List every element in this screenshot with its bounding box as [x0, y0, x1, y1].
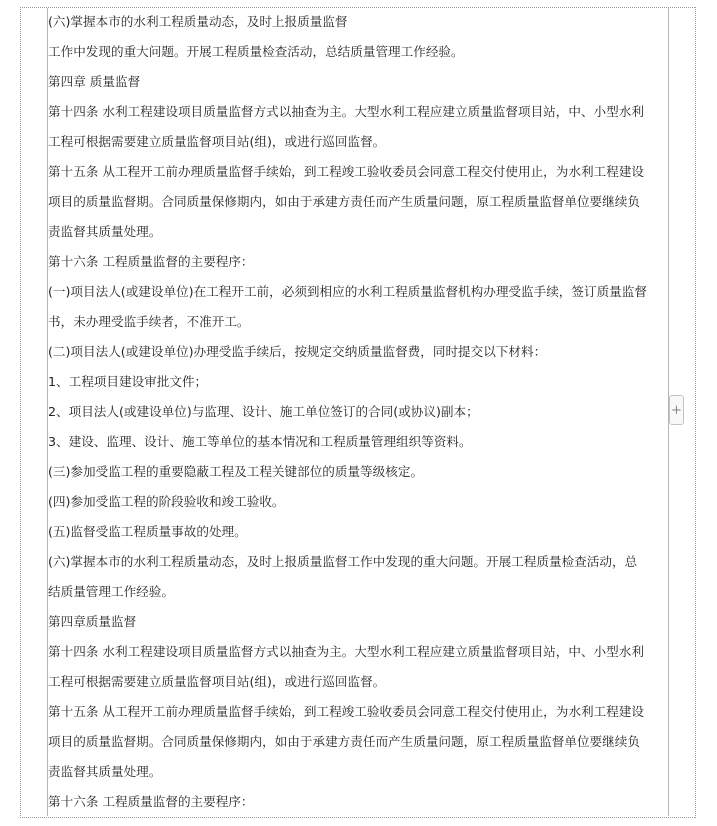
text-line: (六)掌握本市的水利工程质量动态，及时上报质量监督工作中发现的重大问题。开展工程质量检查活动，总 [48, 554, 638, 569]
text-line: 第十五条 从工程开工前办理质量监督手续始，到工程竣工验收委员会同意工程交付使用止，为水利工程建设 [48, 164, 644, 179]
text-line: 工程可根据需要建立质量监督项目站(组)，或进行巡回监督。 [48, 674, 386, 689]
text-line: 第四章质量监督 [48, 614, 137, 629]
text-line: (二)项目法人(或建设单位)办理受监手续后，按规定交纳质量监督费，同时提交以下材料： [48, 344, 547, 359]
text-line: 第十六条 工程质量监督的主要程序： [48, 254, 254, 269]
plus-icon: + [671, 402, 682, 418]
text-line: (四)参加受监工程的阶段验收和竣工验收。 [48, 494, 285, 509]
text-line: 第十四条 水利工程建设项目质量监督方式以抽查为主。大型水利工程应建立质量监督项目站，中、小型水利 [48, 644, 644, 659]
text-line: 项目的质量监督期。合同质量保修期内，如由于承建方责任而产生质量问题，原工程质量监督单位要继续负 [48, 194, 640, 209]
text-line: 3、建设、监理、设计、施工等单位的基本情况和工程质量管理组织等资料。 [48, 434, 472, 449]
text-line: (五)监督受监工程质量事故的处理。 [48, 524, 247, 539]
text-line: (六)掌握本市的水利工程质量动态，及时上报质量监督 [48, 14, 348, 29]
margin-guide-bottom [20, 817, 695, 818]
document-body[interactable] [48, 7, 670, 817]
text-line: 1、工程项目建设审批文件； [48, 374, 208, 389]
text-line: 责监督其质量处理。 [48, 764, 162, 779]
margin-guide-left [20, 7, 21, 818]
text-line: 第十四条 水利工程建设项目质量监督方式以抽查为主。大型水利工程应建立质量监督项目站，中、小型水利 [48, 104, 644, 119]
text-line: 工程可根据需要建立质量监督项目站(组)，或进行巡回监督。 [48, 134, 386, 149]
text-line: (三)参加受监工程的重要隐蔽工程及工程关键部位的质量等级核定。 [48, 464, 424, 479]
text-line: 2、项目法人(或建设单位)与监理、设计、施工单位签订的合同(或协议)副本； [48, 404, 479, 419]
text-line: 书，未办理受监手续者，不准开工。 [48, 314, 250, 329]
text-line: 第十六条 工程质量监督的主要程序： [48, 794, 254, 809]
add-comment-button[interactable] [669, 395, 684, 425]
text-line: 第十五条 从工程开工前办理质量监督手续始，到工程竣工验收委员会同意工程交付使用止，为水利工程建设 [48, 704, 644, 719]
text-line: 责监督其质量处理。 [48, 224, 162, 239]
text-line: (一)项目法人(或建设单位)在工程开工前，必须到相应的水利工程质量监督机构办理受监手续，签订质量监督 [48, 284, 647, 299]
text-line: 第四章 质量监督 [48, 74, 141, 89]
text-line: 项目的质量监督期。合同质量保修期内，如由于承建方责任而产生质量问题，原工程质量监督单位要继续负 [48, 734, 640, 749]
margin-guide-right [695, 7, 696, 818]
text-line: 结质量管理工作经验。 [48, 584, 174, 599]
text-line: 工作中发现的重大问题。开展工程质量检查活动，总结质量管理工作经验。 [48, 44, 464, 59]
